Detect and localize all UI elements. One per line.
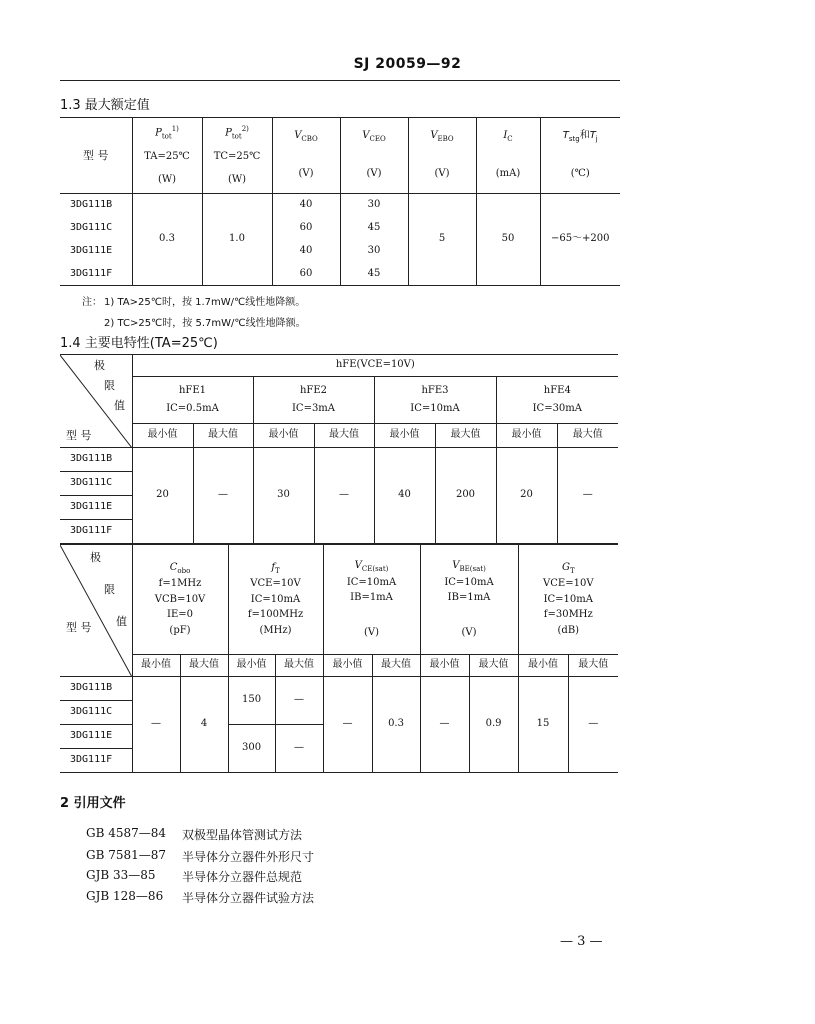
min-header: 最小值	[374, 424, 435, 448]
ptot2-value: 1.0	[202, 194, 272, 286]
gt-min: 15	[518, 677, 568, 773]
table-row	[60, 448, 618, 472]
document-header: SJ 20059—92	[353, 56, 462, 72]
corner-cell: 极 限 值 型 号	[60, 355, 132, 448]
note-1: 1) TA>25℃时，按 1.7mW/℃线性地降额。	[104, 297, 306, 308]
page-number: — 3 —	[560, 934, 603, 949]
max-header: 最大值	[469, 655, 518, 677]
vceo-header: $V_{CEO}$ (V)	[340, 118, 408, 194]
ic-value: 50	[476, 194, 540, 286]
hfe2-header: hFE2 IC=3mA	[253, 377, 374, 424]
table-header-row	[60, 118, 620, 194]
gt-header: $G_T$ VCE=10V IC=10mA f=30MHz (dB)	[518, 545, 618, 655]
reference-code: GB 7581—87	[86, 848, 167, 862]
model-cell: 3DG111F	[60, 520, 132, 544]
max-header: 最大值	[275, 655, 323, 677]
table-row	[60, 677, 618, 701]
hfe2-max: —	[314, 448, 374, 544]
hfe4-min: 20	[496, 448, 557, 544]
max-ratings-table	[60, 117, 620, 286]
vbesat-min: —	[420, 677, 469, 773]
model-header: 型 号	[83, 148, 109, 162]
vbesat-max: 0.9	[469, 677, 518, 773]
min-header: 最小值	[518, 655, 568, 677]
vcbo-value: 60	[272, 217, 340, 240]
min-header: 最小值	[228, 655, 275, 677]
max-header: 最大值	[314, 424, 374, 448]
ft-header: $f_T$ VCE=10V IC=10mA f=100MHz (MHz)	[228, 545, 323, 655]
hfe-table	[60, 354, 618, 544]
vcbo-header: $V_{CBO}$ (V)	[272, 118, 340, 194]
model-cell: 3DG111E	[60, 496, 132, 520]
vceo-value: 30	[340, 240, 408, 263]
ft-max: —	[275, 677, 323, 725]
hfe4-header: hFE4 IC=30mA	[496, 377, 618, 424]
vebo-header: $V_{EBO}$ (V)	[408, 118, 476, 194]
corner-cell: 极 限 值 型 号	[60, 545, 132, 677]
vcbo-value: 40	[272, 240, 340, 263]
reference-name: 半导体分立器件外形尺寸	[182, 850, 315, 864]
max-header: 最大值	[568, 655, 618, 677]
hfe1-min: 20	[132, 448, 193, 544]
ptot1-header: $P_{tot}^{1)}$ TA=25℃ (W)	[132, 118, 202, 194]
reference-name: 半导体分立器件总规范	[182, 870, 303, 884]
min-header: 最小值	[496, 424, 557, 448]
hfe3-max: 200	[435, 448, 496, 544]
ft-max: —	[275, 725, 323, 773]
min-header: 最小值	[132, 655, 180, 677]
section-1-4-title: 1.4 主要电特性(TA=25℃)	[60, 336, 218, 351]
model-cell: 3DG111F	[70, 267, 113, 279]
vbesat-header: $V_{BE(sat)}$ IC=10mA IB=1mA (V)	[420, 545, 518, 655]
cobo-header: $C_{obo}$ f=1MHz VCB=10V IE=0 (pF)	[132, 545, 228, 655]
ic-header: $I_C$ (mA)	[476, 118, 540, 194]
max-header: 最大值	[435, 424, 496, 448]
model-cell: 3DG111B	[60, 448, 132, 472]
max-header: 最大值	[557, 424, 618, 448]
reference-name: 半导体分立器件试验方法	[182, 891, 315, 905]
vcbo-value: 60	[272, 263, 340, 286]
vcesat-min: —	[323, 677, 372, 773]
reference-name: 双极型晶体管测试方法	[182, 828, 303, 842]
max-header: 最大值	[180, 655, 228, 677]
hfe2-min: 30	[253, 448, 314, 544]
hfe-group-header: hFE(VCE=10V)	[132, 355, 618, 377]
hfe3-header: hFE3 IC=10mA	[374, 377, 496, 424]
model-cell: 3DG111C	[60, 701, 132, 725]
max-header: 最大值	[193, 424, 253, 448]
vcbo-value: 40	[272, 194, 340, 217]
temp-header: $T_{stg}$和$T_j$ (℃)	[540, 118, 620, 194]
vceo-value: 30	[340, 194, 408, 217]
model-cell: 3DG111E	[60, 725, 132, 749]
model-cell: 3DG111F	[60, 749, 132, 773]
ptot1-value: 0.3	[132, 194, 202, 286]
reference-code: GJB 33—85	[86, 868, 156, 882]
model-cell: 3DG111B	[70, 199, 113, 210]
reference-code: GJB 128—86	[86, 889, 164, 903]
header-rule	[60, 80, 620, 81]
vcesat-max: 0.3	[372, 677, 420, 773]
min-header: 最小值	[253, 424, 314, 448]
table-row	[60, 194, 620, 217]
hfe4-max: —	[557, 448, 618, 544]
hfe1-max: —	[193, 448, 253, 544]
vceo-value: 45	[340, 263, 408, 286]
gt-max: —	[568, 677, 618, 773]
reference-code: GB 4587—84	[86, 826, 167, 840]
model-cell: 3DG111E	[70, 244, 113, 256]
vcesat-header: $V_{CE(sat)}$ IC=10mA IB=1mA (V)	[323, 545, 420, 655]
cobo-max: 4	[180, 677, 228, 773]
vceo-value: 45	[340, 217, 408, 240]
ft-min: 150	[228, 677, 275, 725]
note-label: 注：	[82, 297, 102, 308]
model-cell: 3DG111C	[60, 472, 132, 496]
temp-value: −65～+200	[540, 194, 620, 286]
min-header: 最小值	[132, 424, 193, 448]
vebo-value: 5	[408, 194, 476, 286]
cobo-min: —	[132, 677, 180, 773]
model-cell: 3DG111C	[70, 221, 113, 233]
section-1-3-title: 1.3 最大额定值	[60, 98, 150, 113]
section-2-title: 2 引用文件	[60, 796, 126, 811]
model-cell: 3DG111B	[60, 677, 132, 701]
note-2: 2) TC>25℃时，按 5.7mW/℃线性地降额。	[104, 318, 306, 329]
hfe1-header: hFE1 IC=0.5mA	[132, 377, 253, 424]
electrical-table	[60, 544, 618, 773]
hfe3-min: 40	[374, 448, 435, 544]
min-header: 最小值	[323, 655, 372, 677]
ft-min: 300	[228, 725, 275, 773]
ptot2-header: $P_{tot}^{2)}$ TC=25℃ (W)	[202, 118, 272, 194]
min-header: 最小值	[420, 655, 469, 677]
max-header: 最大值	[372, 655, 420, 677]
